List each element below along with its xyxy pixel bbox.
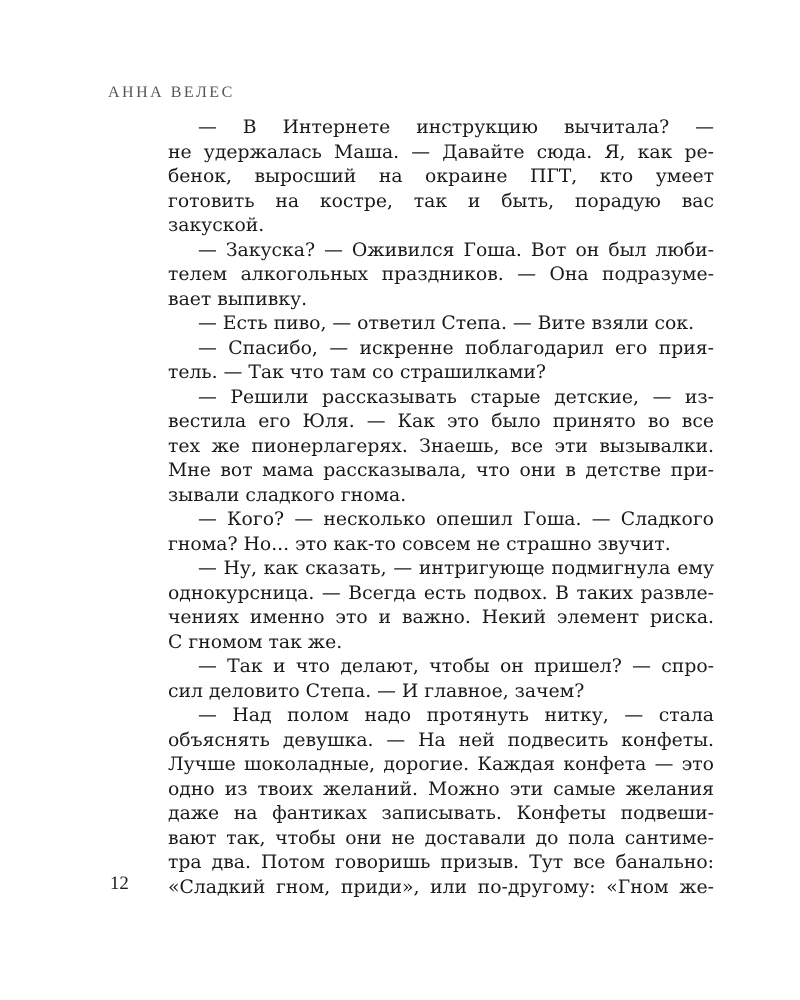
text-line: Мне вот мама рассказывала, что они в детстве при- [168,460,714,481]
text-line: закуской. [168,215,265,236]
page-number: 12 [110,873,129,894]
text-line: тех же пионерлагерях. Знаешь, все эти вызывалки. [168,435,714,457]
text-line: — Закуска? — Оживился Гоша. Вот он был люби- [198,239,714,261]
text-line: не удержалась Маша. — Давайте сюда. Я, как ре- [168,141,714,163]
text-line: гнома? Но... это как-то совсем не страшно звучит. [168,533,671,555]
text-line: сил деловито Степа. — И главное, зачем? [168,680,585,702]
text-line: Лучше шоколадные, дорогие. Каждая конфета — это [168,754,714,775]
text-line: готовить на костре, так и быть, порадую вас [168,190,714,212]
text-line: одно из твоих желаний. Можно эти самые желания [168,778,714,800]
text-line: объяснять девушка. — На ней подвесить конфеты. [168,729,714,751]
text-line: — Решили рассказывать старые детские, — из- [198,386,714,408]
text-line: — Есть пиво, — ответил Степа. — Вите взяли сок. [198,313,695,334]
text-line: чениях именно это и важно. Некий элемент риска. [168,607,714,628]
text-line: зывали сладкого гнома. [168,484,407,506]
text-line: — Ну, как сказать, — интригующе подмигнула ему [198,558,714,579]
text-line: — Над полом надо протянуть нитку, — стала [198,705,714,726]
text-line: — Спасибо, — искренне поблагодарил его прия- [198,337,714,359]
text-line: вестила его Юля. — Как это было принято во все [168,411,714,432]
text-line: — В Интернете инструкцию вычитала? — [198,117,714,138]
text-line: — Так и что делают, чтобы он пришел? — спро- [198,656,714,677]
page-body [168,116,714,900]
text-line: однокурсница. — Всегда есть подвох. В таких развле- [168,582,714,604]
text-line: тель. — Так что там со страшилками? [168,362,547,383]
text-line: — Кого? — несколько опешил Гоша. — Сладкого [198,509,714,530]
text-line: «Сладкий гном, приди», или по-другому: «Гном же- [168,876,714,898]
text-line: даже на фантиках записывать. Конфеты подвеши- [168,803,714,824]
text-line: бенок, выросший на окраине ПГТ, кто умеет [168,166,714,187]
text-line: тра два. Потом говоришь призыв. Тут все банально: [168,852,714,873]
text-line: С гномом так же. [168,631,343,653]
text-line: телем алкогольных праздников. — Она подразуме- [168,264,714,285]
text-line: вают так, чтобы они не доставали до пола сантиме- [168,827,714,849]
running-head-author: АННА ВЕЛЕС [108,84,235,101]
text-line: вает выпивку. [168,288,308,310]
